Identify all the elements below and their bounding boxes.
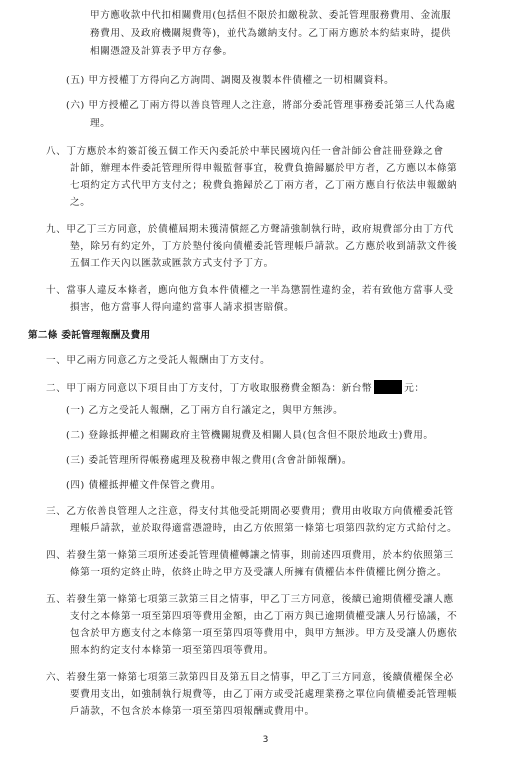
text-line: 損害，他方當事人得向違約當事人請求損害賠償。 (70, 302, 295, 313)
text-line: 計師，辦理本件委託管理所得申報監督事宜，稅費負擔歸屬於甲方者，乙方應以本條第 (70, 163, 458, 174)
text-line: 相關憑證及計算表予甲方存參。 (90, 46, 233, 57)
text-line: 十、當事人違反本條者，應向他方負本件債權之一半為懲罰性違約金，若有致他方當事人受 (46, 285, 454, 296)
text-line: 甲方應收款中代扣相關費用(包括但不限於扣繳稅款、委託管理服務費用、金流服 (90, 10, 452, 21)
text-line: (四) 債權抵押權文件保管之費用。 (66, 480, 222, 491)
text-segment: 二、甲丁兩方同意以下項目由丁方支付，丁方收取服務費金額為：新台幣 (46, 383, 373, 394)
text-line: 三、乙方依善良管理人之注意，得支付其他受託期間必要費用；費用由收取方向債權委託管 (46, 506, 454, 517)
text-line: 七項約定方式代甲方支付之；稅費負擔歸於乙丁兩方者，乙丁兩方應自行依法申報繳納 (70, 180, 458, 191)
text-line: (三) 委託管理所得帳務處理及稅務申報之費用(含會計師報酬)。 (66, 455, 353, 466)
text-line: 四、若發生第一條第三項所述委託管理債權轉讓之情事，則前述四項費用，於本約依照第三 (46, 550, 454, 561)
redacted-amount (374, 380, 402, 394)
text-line: (二) 登錄抵押權之相關政府主管機關規費及相關人員(包含但不限於地政士)費用。 (66, 430, 434, 441)
text-line: 墊，除另有約定外，丁方於墊付後向債權委託管理帳戶請款。乙方應於收到請款文件後 (70, 241, 458, 252)
text-line: 六、若發生第一條第七項第三款第四目及第五目之情事，甲乙丁三方同意，後續債權保全必 (46, 672, 454, 683)
text-segment: 元： (404, 383, 425, 394)
text-line: 一、甲乙兩方同意乙方之受託人報酬由丁方支付。 (46, 355, 271, 366)
text-line: 條第一項約定終止時，依終止時之甲方及受讓人所擁有債權佔本件債權比例分擔之。 (70, 567, 448, 578)
text-line: 包含於甲方應支付之本條第一項至第四項等費用中，與甲方無涉。甲方及受讓人仍應依 (70, 628, 458, 639)
text-line: 戶請款，不包含於本條第一項至第四項報酬或費用中。 (70, 706, 315, 717)
text-line: (五) 甲方授權丁方得向乙方詢問、調閱及複製本件債權之一切相關資料。 (66, 75, 395, 86)
text-line: 五個工作天內以匯款或匯款方式支付予丁方。 (70, 258, 274, 269)
page-number: 3 (262, 735, 269, 745)
text-line: 支付之本條第一項至第四項等費用金額，由乙丁兩方與已逾期債權受讓人另行協議，不 (70, 611, 458, 622)
text-line: (一) 乙方之受託人報酬，乙丁兩方自行議定之，與甲方無涉。 (66, 405, 344, 416)
text-line: 務費用、及政府機關規費等)，並代為繳納支付。乙丁兩方應於本約結束時，提供 (90, 28, 452, 39)
text-line: 五、若發生第一條第七項第三款第三目之情事，甲乙丁三方同意，後續已逾期債權受讓人應 (46, 594, 454, 605)
text-line: 要費用支出，如強制執行規費等，由乙丁兩方或受託處理業務之單位向債權委託管理帳 (70, 689, 458, 700)
text-line: 之。 (70, 197, 91, 208)
text-line: 照本約約定支付本條第一項至第四項等費用。 (70, 645, 274, 656)
text-line: 理帳戶請款，並於取得適當憑證時，由乙方依照第一條第七項第四款約定方式給付之。 (70, 523, 458, 534)
text-line (46, 380, 425, 395)
text-line: 九、甲乙丁三方同意，於債權屆期未獲清償經乙方聲請強制執行時，政府規費部分由丁方代 (46, 224, 454, 235)
text-line: 八、丁方應於本約簽訂後五個工作天內委託於中華民國境內任一會計師公會註冊登錄之會 (46, 146, 444, 157)
text-line: 理。 (90, 118, 111, 129)
section-heading: 第二條 委託管理報酬及費用 (28, 330, 151, 341)
text-line: (六) 甲方授權乙丁兩方得以善良管理人之注意，將部分委託管理事務委託第三人代為處 (66, 100, 456, 111)
